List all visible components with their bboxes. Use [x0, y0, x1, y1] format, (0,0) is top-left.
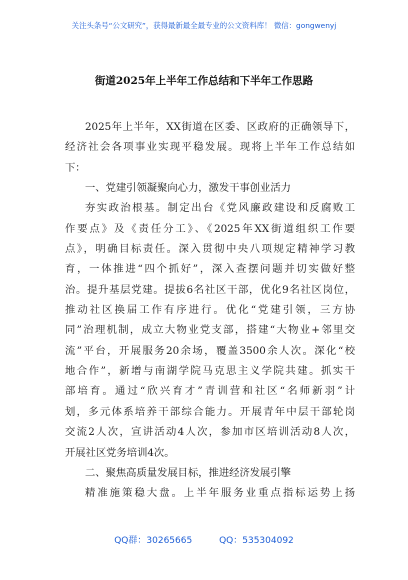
body-line: 交流2人次，宣讲活动4人次，参加市区培训活动8人次，	[65, 426, 355, 439]
body-line: 下：	[65, 161, 86, 174]
body-line: 地合作”，新增与南湖学院马克思主义学院共建。抓实干	[65, 365, 355, 378]
footer-contact	[0, 533, 408, 546]
body-line: 夯实政治根基。制定出台《党风廉政建设和反腐败工	[85, 202, 355, 215]
body-line: 作要点》及《责任分工》、《2025年XX街道组织工作要	[65, 222, 355, 235]
body-line: 精准施策稳大盘。上半年服务业重点指标运势上扬	[85, 487, 355, 500]
body-line: 点》，明确目标责任。深入贯彻中央八项规定精神学习教	[65, 243, 355, 256]
body-line: 流”平台，开展服务20余场，覆盖3500余人次。深化“校	[65, 344, 355, 357]
header-banner: 关注头条号“公文研究”，获得最新最全最专业的公文资料库！ 微信：gongwenyj	[71, 21, 337, 30]
section-heading: 二、聚焦高质量发展目标，推进经济发展引擎	[85, 466, 291, 479]
footer-qq-number: QQ：535304092	[219, 536, 294, 546]
document-body	[65, 117, 355, 504]
document-title: 街道2025年上半年工作总结和下半年工作思路	[94, 75, 314, 87]
section-heading: 一、党建引领凝聚向心力，激发干事创业活力	[85, 182, 291, 195]
body-line: 划，多元体系培养干部综合能力。开展青年中层干部轮岗	[65, 405, 355, 418]
body-line: 育，一体推进“四个抓好”，深入查摆问题并切实做好整	[65, 263, 355, 276]
body-line: 推动社区换届工作有序进行。优化“党建引领，三方协	[65, 304, 355, 317]
body-line: 经济社会各项事业实现平稳发展。现将上半年工作总结如	[65, 141, 355, 154]
footer-qq-group: QQ群：30265665	[114, 536, 193, 546]
body-line: 开展社区党务培训4次。	[65, 446, 175, 459]
body-line: 2025年上半年，XX街道在区委、区政府的正确领导下，	[85, 121, 355, 133]
body-line: 部培育。通过“欣兴育才”青训营和社区“名师新羽”计	[65, 385, 355, 398]
body-line: 治。提升基层党建。提拔6名社区干部，优化9名社区岗位，	[65, 283, 355, 296]
body-line: 同”治理机制，成立大物业党支部，搭建“大物业+邻里交	[65, 324, 355, 337]
